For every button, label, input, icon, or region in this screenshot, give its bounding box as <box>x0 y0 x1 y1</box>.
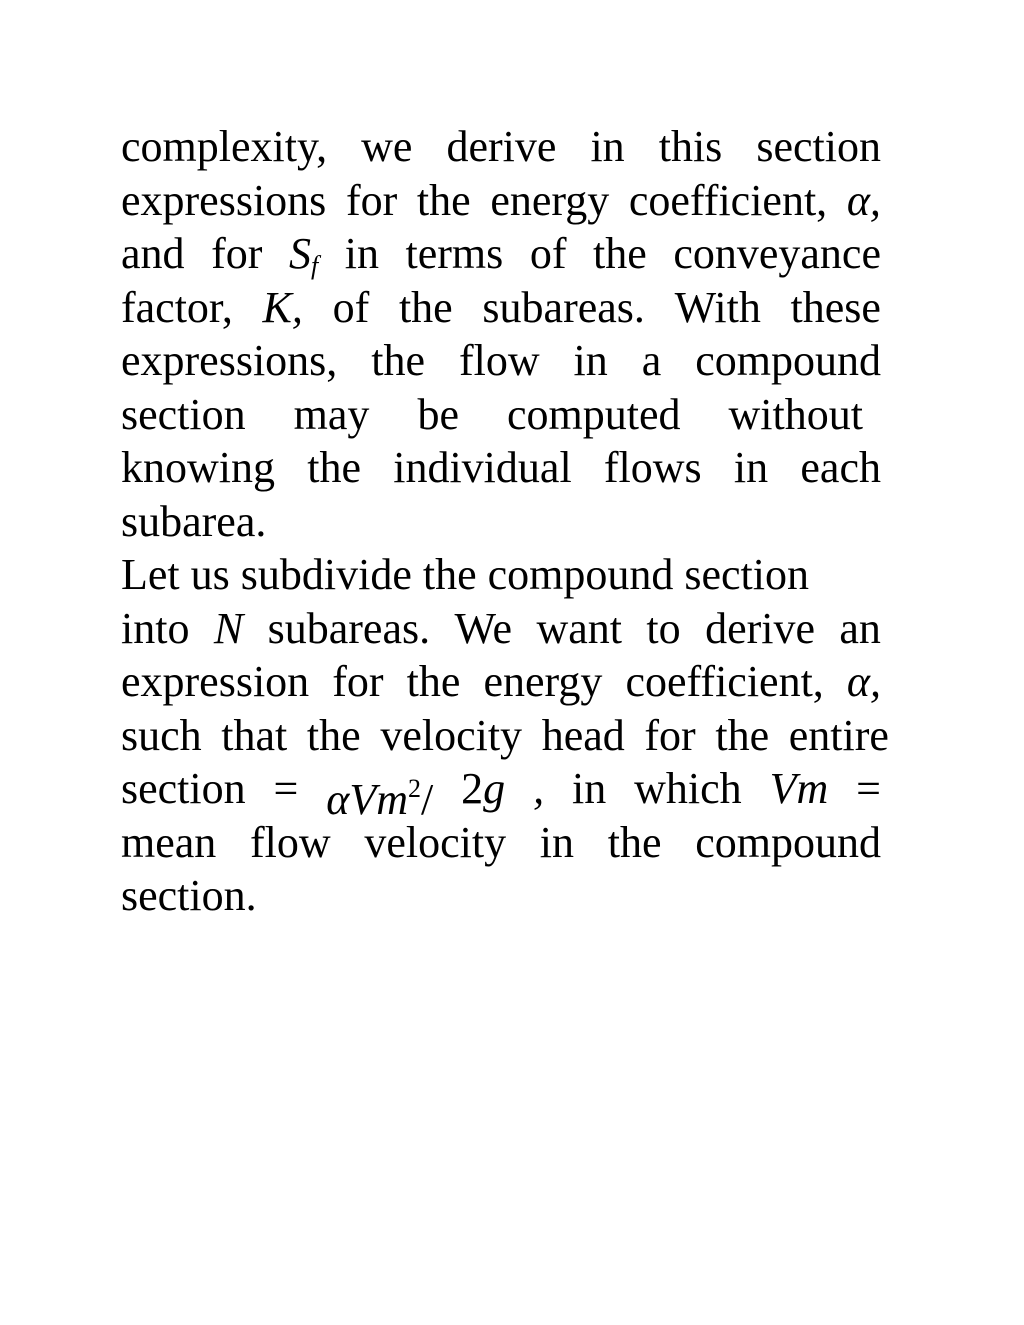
text-line <box>121 869 881 923</box>
word: factor, <box>121 282 233 332</box>
word: which <box>634 764 742 813</box>
word: the <box>307 443 361 492</box>
word: terms <box>405 229 504 278</box>
word: With <box>674 282 761 332</box>
math-denominator <box>461 762 505 816</box>
word: compound <box>695 336 881 385</box>
word: in <box>571 764 607 813</box>
text-line <box>121 655 881 709</box>
word: flow <box>250 817 331 867</box>
word: energy <box>483 657 603 706</box>
word: the <box>593 229 647 278</box>
word: want <box>536 603 623 653</box>
word: in <box>344 229 379 278</box>
word: this <box>658 122 723 171</box>
word: for <box>345 175 398 225</box>
word: section <box>121 389 246 439</box>
word: in <box>733 443 769 492</box>
text-line <box>121 227 881 281</box>
word: be <box>417 389 459 439</box>
word: We <box>454 603 513 653</box>
word: the <box>715 710 770 760</box>
word: these <box>790 282 881 332</box>
superscript: 2 <box>408 774 422 803</box>
text-line <box>121 441 881 495</box>
word: subareas. <box>482 282 645 332</box>
subscript: f <box>310 251 319 280</box>
word: computed <box>506 389 681 439</box>
word: the <box>607 817 662 867</box>
text-line <box>121 816 881 870</box>
word: subareas. <box>267 603 431 653</box>
word: for <box>332 657 384 706</box>
math-expression: αVm <box>326 775 409 824</box>
word: section. <box>121 871 257 920</box>
text-line <box>121 709 889 763</box>
text-line <box>121 120 881 174</box>
word: a <box>641 336 662 385</box>
word: individual <box>393 443 572 492</box>
word: derive <box>446 122 557 171</box>
word: compound <box>695 817 881 867</box>
word: mean <box>121 817 217 867</box>
word: in <box>590 122 625 171</box>
word: without <box>728 389 863 439</box>
word: section <box>756 122 881 171</box>
word: velocity <box>380 710 523 760</box>
word: the <box>406 657 461 706</box>
word: of <box>332 282 370 332</box>
math-variable: g <box>483 764 506 813</box>
word: and <box>121 229 185 278</box>
word: expression <box>121 657 310 706</box>
math-expression: 2 <box>461 764 484 813</box>
word: expressions, <box>121 336 338 385</box>
word: conveyance <box>673 229 881 278</box>
equals-sign: = <box>856 764 881 813</box>
word: an <box>839 603 881 653</box>
word: in <box>573 336 608 385</box>
word: we <box>361 122 413 171</box>
word: for <box>644 710 696 760</box>
text-line <box>121 762 881 824</box>
word: flow <box>458 336 540 385</box>
alpha-symbol: α, <box>846 657 881 706</box>
word: that <box>221 710 288 760</box>
text-line <box>121 281 881 335</box>
text-line <box>121 602 881 656</box>
velocity-head-expression <box>326 762 434 824</box>
word: may <box>293 389 370 439</box>
word: into <box>121 603 190 653</box>
text-line <box>121 388 863 442</box>
friction-slope-symbol <box>289 227 318 281</box>
word: of <box>529 229 567 278</box>
word: each <box>800 443 881 492</box>
slash: / <box>421 775 434 824</box>
word: expressions <box>121 175 327 225</box>
math-variable: S <box>288 229 311 278</box>
word: the <box>416 175 471 225</box>
word: flows <box>603 443 702 492</box>
word: coefficient, <box>625 657 824 706</box>
word: the <box>371 336 426 385</box>
word: for <box>211 229 263 278</box>
word: the <box>398 282 453 332</box>
word: subarea. <box>121 496 267 546</box>
comma: , <box>533 764 545 813</box>
body-text <box>121 120 889 923</box>
word: to <box>646 603 681 653</box>
sentence-fragment: Let us subdivide the compound section <box>121 550 809 599</box>
word: derive <box>705 603 815 653</box>
word: such <box>121 710 202 760</box>
word: coefficient, <box>628 175 828 225</box>
text-line <box>121 174 881 228</box>
math-variable: Vm <box>769 764 829 813</box>
word: knowing <box>121 443 275 492</box>
text-line <box>121 548 881 602</box>
math-variable: N <box>213 603 244 653</box>
word: head <box>541 710 625 760</box>
word: the <box>306 710 361 760</box>
math-variable: K, <box>262 282 303 332</box>
word: in <box>539 817 575 867</box>
word: complexity, <box>121 122 328 171</box>
word: entire <box>788 710 889 760</box>
text-line <box>121 495 881 549</box>
word: energy <box>490 175 610 225</box>
alpha-symbol: α, <box>846 175 881 225</box>
equals-sign: = <box>273 764 299 813</box>
word: section <box>121 764 246 813</box>
text-line <box>121 334 881 388</box>
word: velocity <box>364 817 507 867</box>
